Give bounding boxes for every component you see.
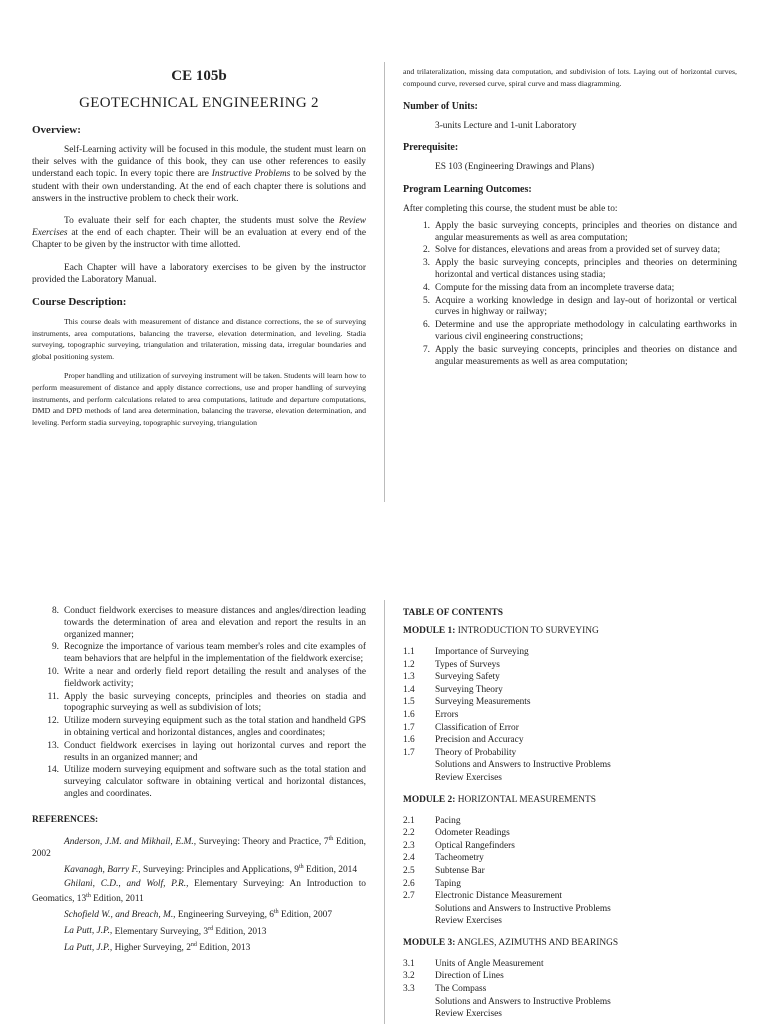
toc-entry[interactable] [403, 865, 737, 878]
references-heading: REFERENCES: [32, 814, 99, 825]
toc-entry-number [403, 759, 435, 772]
outcome-text: Utilize modern surveying equipment and software such as the total station and surveying calculator software in obtaining vertical and horizontal distances, angles and coordinates. [64, 765, 366, 799]
toc-entry[interactable] [403, 827, 737, 840]
outcome-item [403, 345, 737, 369]
overview-paragraph-2: To evaluate their self for each chapter, the students must solve the Review Exercises at the end of each chapter. Their will be an evaluation at every end of the Chapter to be given by the instructor with time allotted. [32, 216, 366, 251]
toc-entry[interactable] [403, 970, 737, 983]
toc-entry[interactable] [403, 996, 737, 1009]
toc-entry-title: Surveying Theory [435, 684, 503, 695]
toc-entry-number: 1.6 [403, 709, 415, 720]
toc-entry-number: 3.3 [403, 984, 415, 995]
toc-module-heading [403, 938, 737, 948]
toc-module-name: HORIZONTAL MEASUREMENTS [455, 794, 596, 805]
toc-entry-number: 1.6 [403, 735, 415, 746]
outcome-number: 13. [47, 740, 59, 751]
toc-entry[interactable] [403, 747, 737, 760]
toc-entry-title: Review Exercises [435, 1009, 502, 1020]
toc-entry[interactable] [403, 815, 737, 828]
toc-entry[interactable] [403, 890, 737, 903]
toc-entry-number: 2.6 [403, 878, 415, 889]
toc-entry-number: 2.7 [403, 891, 415, 902]
toc-module-label: MODULE 2: [403, 794, 456, 805]
plo-intro: After completing this course, the student must be able to: [403, 203, 618, 214]
outcomes-list-part1 [403, 221, 737, 369]
outcome-item [32, 765, 366, 800]
outcome-item [403, 258, 737, 282]
prerequisite-heading: Prerequisite: [403, 142, 459, 154]
outcome-item [32, 667, 366, 691]
toc-entry[interactable] [403, 772, 737, 785]
outcome-number: 14. [47, 765, 59, 776]
toc-entry-title: Theory of Probability [435, 747, 517, 758]
toc-entry-number: 3.2 [403, 971, 415, 982]
toc-entry-title: Units of Angle Measurement [435, 958, 544, 969]
toc-module-name: ANGLES, AZIMUTHS AND BEARINGS [455, 937, 619, 948]
toc-entry-title: Pacing [435, 815, 461, 826]
toc-entry-number: 2.5 [403, 865, 415, 876]
toc-entry-number: 1.7 [403, 722, 415, 733]
outcome-text: Write a near and orderly field report detailing the result and analyses of the fieldwork activity; [64, 666, 366, 689]
course-description-paragraph-2: Proper handling and utilization of surveying instrument will be taken. Students will learn how to perform measurement of distance and apply distance corrections, use and proper handling of surveying instruments, and perform calculations related to area computations, latitude and departure computations, DMD and DPD methods of land area determination, balancing the traverse, elevation determination, and leveling. Perform stadia surveying, topographic surveying, triangulation [32, 371, 366, 427]
outcome-text: Utilize modern surveying equipment such as the total station and handheld GPS in obtaining vertical and horizontal distances, angles and coordinates; [64, 716, 366, 738]
toc-entry-number: 1.1 [403, 647, 415, 657]
outcome-number: 5. [422, 295, 430, 306]
course-title: GEOTECHNICAL ENGINEERING 2 [79, 95, 319, 111]
reference-author: La Putt, J.P., [64, 942, 113, 953]
toc-entry[interactable] [403, 671, 737, 684]
toc-entry-title: Errors [435, 709, 459, 720]
toc-entry-number [403, 772, 435, 785]
page1-column-divider [384, 62, 385, 502]
toc-entry[interactable] [403, 983, 737, 996]
outcome-number: 1. [422, 220, 430, 231]
reference-item [32, 906, 366, 921]
toc-entry-title: Odometer Readings [435, 828, 510, 839]
outcomes-list-part2 [32, 606, 366, 801]
toc-entry-title: Solutions and Answers to Instructive Problems [435, 760, 611, 771]
outcome-item [32, 692, 366, 716]
toc-entry-title: Importance of Surveying [435, 647, 529, 657]
outcome-text: Apply the basic surveying concepts, principles and theories on distance and angular measurements as well as area computation; [435, 220, 737, 243]
toc-module-label: MODULE 3: [403, 937, 456, 948]
toc-entry-title: Surveying Safety [435, 672, 500, 683]
outcome-item [32, 716, 366, 740]
toc-entry-title: Types of Surveys [435, 659, 500, 670]
toc-entry-number: 2.1 [403, 815, 415, 826]
toc-entry[interactable] [403, 696, 737, 709]
toc-entry[interactable] [403, 722, 737, 735]
page2-column-divider [384, 600, 385, 1024]
reference-title: Surveying: Theory and Practice, 7th Edition, 2002 [32, 835, 366, 860]
toc-entry-number: 1.3 [403, 672, 415, 683]
outcome-number: 3. [422, 258, 430, 269]
outcome-number: 6. [422, 320, 430, 331]
course-code: CE 105b [171, 68, 227, 84]
toc-entry-number [403, 1008, 435, 1021]
outcome-text: Acquire a working knowledge in design and lay-out of horizontal or vertical curves in highway or railway; [435, 295, 737, 318]
plo-heading: Program Learning Outcomes: [403, 183, 532, 195]
outcome-number: 4. [422, 282, 430, 293]
toc-entry-title: Optical Rangefinders [435, 840, 515, 851]
toc-entry-number: 2.4 [403, 853, 415, 864]
toc-entry[interactable] [403, 903, 737, 916]
reference-title: Engineering Surveying, 6th Edition, 2007 [175, 909, 333, 921]
toc-entry-title: Precision and Accuracy [435, 735, 524, 746]
toc-entry-title: Tacheometry [435, 853, 484, 864]
overview-paragraph-3: Each Chapter will have a laboratory exercises to be given by the instructor provided the Laboratory Manual. [32, 262, 366, 285]
reference-author: Ghilani, C.D., and Wolf, P.R., [64, 878, 189, 889]
outcome-text: Compute for the missing data from an incomplete traverse data; [435, 282, 675, 293]
reference-item [32, 861, 366, 876]
reference-item [32, 833, 366, 861]
outcome-text: Conduct fieldwork exercises in laying out horizontal curves and report the results in an organized manner; and [64, 740, 366, 763]
outcome-text: Apply the basic surveying concepts, principles and theories on distance and angular measurements as well as area computation; [435, 344, 737, 367]
outcome-item [32, 606, 366, 641]
toc-entry-number: 1.4 [403, 684, 415, 695]
outcome-item [403, 221, 737, 245]
toc-entry[interactable] [403, 709, 737, 722]
toc-entry[interactable] [403, 734, 737, 747]
toc-modules [403, 626, 737, 1021]
toc-entry-title: Surveying Measurements [435, 697, 531, 708]
outcome-text: Recognize the importance of various team member's roles and cite examples of team behaviors that are helpful in the implementation of the fieldwork exercise; [64, 642, 366, 665]
toc-entry[interactable] [403, 759, 737, 772]
toc-entry-title: Classification of Error [435, 722, 519, 733]
outcome-number: 9. [51, 642, 59, 653]
overview-paragraph-1: Self-Learning activity will be focused in this module, the student must learn on their selves with the guidance of this book, they can use other references to easily understand each topic. In every topic there are Instructive Problems to be solved by the student with their own understanding. At the end of each chapter there is solutions and answers in the instructive problem to check their work. [32, 145, 366, 204]
page1-right-column [403, 66, 737, 486]
reference-title: Elementary Surveying: An Introduction to Geomatics, 13th Edition, 2011 [32, 878, 366, 904]
units-heading: Number of Units: [403, 101, 478, 113]
reference-item [32, 878, 366, 906]
toc-entry-number: 1.5 [403, 697, 415, 708]
toc-entry-number: 1.7 [403, 747, 415, 758]
toc-entry-number: 1.2 [403, 659, 415, 670]
toc-module-heading [403, 626, 737, 636]
toc-entry[interactable] [403, 1008, 737, 1021]
reference-author: La Putt, J.P., [64, 926, 113, 937]
toc-entry-title: Electronic Distance Measurement [435, 891, 563, 902]
outcome-item [403, 296, 737, 320]
outcome-text: Apply the basic surveying concepts, principles and theories on stadia and topographic surveying as well as subdivision of lots; [64, 691, 366, 714]
outcome-text: Determine and use the appropriate methodology in calculating earthworks in various civil engineering constructions; [435, 320, 737, 342]
toc-entry-number [403, 903, 435, 916]
toc-entry[interactable] [403, 659, 737, 672]
references-list [32, 833, 366, 954]
toc-module-label: MODULE 1: [403, 626, 456, 636]
reference-title: Higher Surveying, 2nd Edition, 2013 [112, 941, 251, 953]
toc-module-heading [403, 795, 737, 805]
page1-left-column [32, 66, 366, 506]
course-description-paragraph-1: This course deals with measurement of distance and distance corrections, the se of surveying instruments, area computations, balancing the traverse, elevation determination, and leveling. Stadia surveying, topographic surveying, triangulation and trilateration, missing data, irregular boundaries and global positioning system. [32, 317, 366, 361]
toc-entry-number: 2.2 [403, 828, 415, 839]
toc-entry-number [403, 915, 435, 928]
outcome-item [32, 642, 366, 666]
reference-item [32, 922, 366, 937]
toc-entry-title: Review Exercises [435, 772, 502, 783]
course-description-continuation: and trilateralization, missing data computation, and subdivision of lots. Laying out of horizontal curves, compound curve, reversed curve, spiral curve and mass diagramming. [403, 67, 737, 88]
toc-entry[interactable] [403, 958, 737, 971]
outcome-number: 10. [47, 666, 59, 677]
outcome-text: Solve for distances, elevations and areas from a provided set of survey data; [435, 245, 721, 256]
toc-module-name: INTRODUCTION TO SURVEYING [455, 626, 599, 636]
toc-entry[interactable] [403, 878, 737, 891]
toc-entry[interactable] [403, 840, 737, 853]
toc-entry-number: 2.3 [403, 840, 415, 851]
reference-item [32, 939, 366, 954]
reference-author: Schofield W., and Breach, M., [64, 910, 176, 921]
overview-heading: Overview: [32, 124, 81, 136]
toc-entry[interactable] [403, 646, 737, 659]
toc-entry[interactable] [403, 684, 737, 697]
toc-entry[interactable] [403, 852, 737, 865]
units-text: 3-units Lecture and 1-unit Laboratory [435, 121, 577, 132]
toc-entry-number [403, 996, 435, 1009]
page2-right-column [403, 608, 737, 1024]
toc-entry-number: 3.1 [403, 958, 415, 969]
outcome-item [32, 741, 366, 765]
prerequisite-text: ES 103 (Engineering Drawings and Plans) [435, 162, 595, 173]
reference-title: Elementary Surveying, 3rd Edition, 2013 [112, 925, 267, 937]
reference-author: Kavanagh, Barry F., [64, 865, 141, 876]
toc-entry[interactable] [403, 915, 737, 928]
toc-entry-title: Solutions and Answers to Instructive Problems [435, 903, 611, 914]
outcome-item [403, 283, 737, 295]
outcome-number: 11. [47, 691, 59, 702]
toc-entry-title: Taping [435, 878, 461, 889]
reference-title: Surveying: Principles and Applications, 9th Edition, 2014 [140, 864, 358, 876]
reference-author: Anderson, J.M. and Mikhail, E.M., [64, 836, 197, 847]
outcome-text: Apply the basic surveying concepts, principles and theories on determining horizontal and vertical distances using stadia; [435, 258, 737, 280]
outcome-item [403, 245, 737, 257]
toc-entry-title: Review Exercises [435, 916, 502, 927]
page2-left-column [32, 606, 366, 1024]
toc-entry-title: Solutions and Answers to Instructive Problems [435, 996, 611, 1007]
outcome-item [403, 320, 737, 344]
toc-entry-title: Subtense Bar [435, 865, 485, 876]
toc-entry-title: Direction of Lines [435, 971, 504, 982]
outcome-number: 7. [422, 344, 430, 355]
toc-entry-title: The Compass [435, 984, 487, 995]
outcome-number: 8. [51, 606, 59, 616]
toc-heading: TABLE OF CONTENTS [403, 608, 504, 618]
outcome-number: 12. [47, 716, 59, 727]
outcome-number: 2. [422, 245, 430, 256]
outcome-text: Conduct fieldwork exercises to measure distances and angles/direction leading towards the determination of area and elevation and report the results in an organized manner; [64, 606, 366, 640]
course-description-heading: Course Description: [32, 296, 127, 309]
